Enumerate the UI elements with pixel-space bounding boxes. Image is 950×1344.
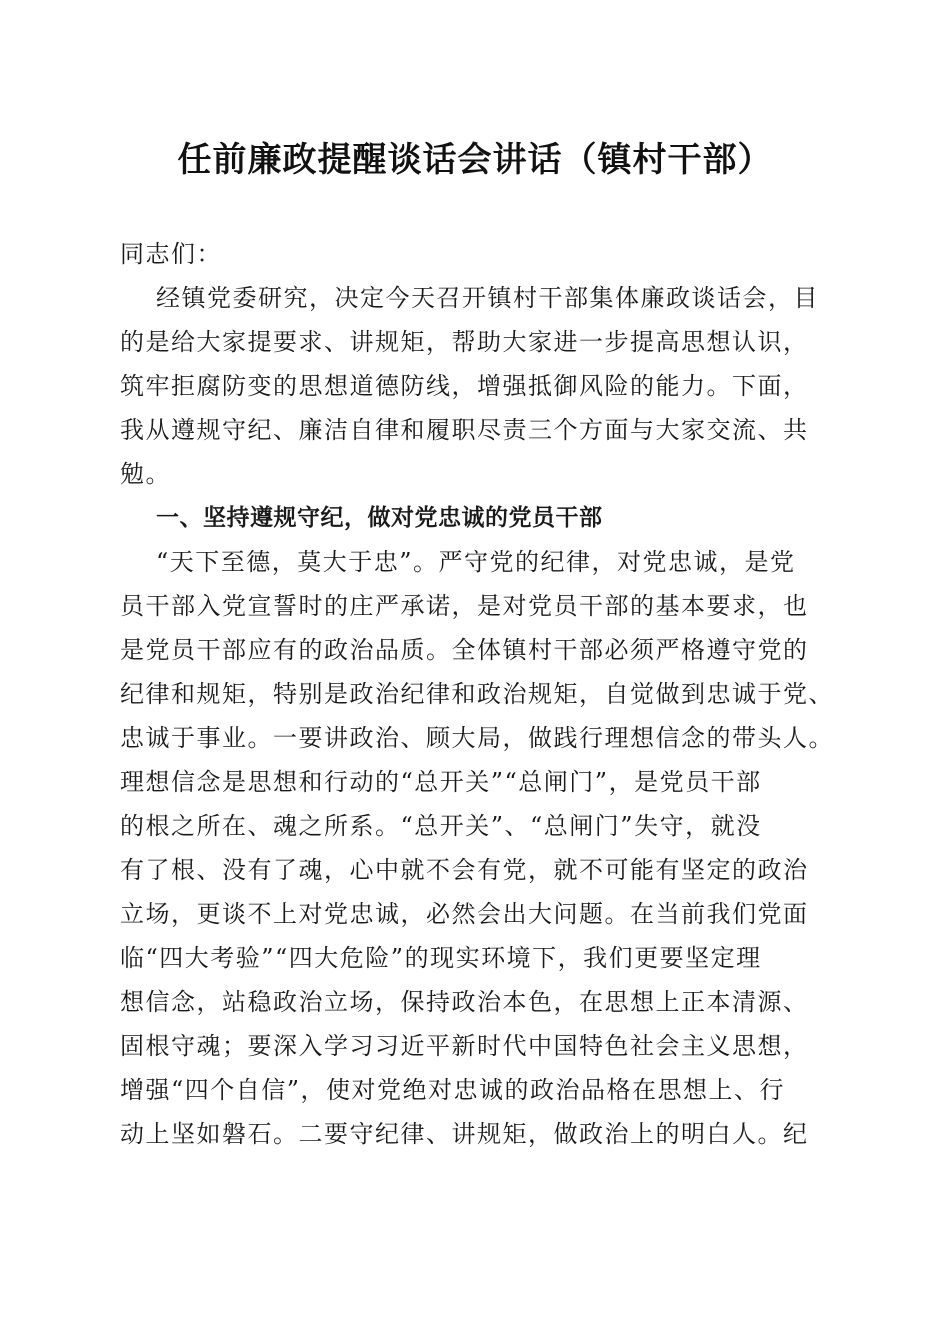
salutation: 同志们： bbox=[120, 240, 222, 268]
paragraph-line: “天下至德，莫大于忠”。严守党的纪律，对党忠诚，是党 bbox=[156, 548, 796, 576]
paragraph-line: 立场，更谈不上对党忠诚，必然会出大问题。在当前我们党面 bbox=[120, 900, 809, 928]
paragraph-line: 有了根、没有了魂，心中就不会有党，就不可能有坚定的政治 bbox=[120, 856, 809, 884]
paragraph-line: 想信念，站稳政治立场，保持政治本色，在思想上正本清源、 bbox=[120, 988, 809, 1016]
paragraph-line: 的是给大家提要求、讲规矩，帮助大家进一步提高思想认识， bbox=[120, 328, 809, 356]
paragraph-line: 我从遵规守纪、廉洁自律和履职尽责三个方面与大家交流、共 bbox=[120, 416, 809, 444]
paragraph-line: 经镇党委研究，决定今天召开镇村干部集体廉政谈话会，目 bbox=[156, 284, 819, 312]
paragraph-line: 员干部入党宣誓时的庄严承诺，是对党员干部的基本要求，也 bbox=[120, 592, 809, 620]
paragraph-line: 的根之所在、魂之所系。“总开关”、“总闸门”失守，就没 bbox=[120, 812, 762, 840]
paragraph-line: 临“四大考验”“四大危险”的现实环境下，我们更要坚定理 bbox=[120, 944, 762, 972]
document-title: 任前廉政提醒谈话会讲话（镇村干部） bbox=[177, 140, 773, 180]
document-body bbox=[120, 232, 834, 1156]
paragraph-line: 是党员干部应有的政治品质。全体镇村干部必须严格遵守党的 bbox=[120, 636, 809, 664]
paragraph-line: 纪律和规矩，特别是政治纪律和政治规矩，自觉做到忠诚于党、 bbox=[120, 680, 834, 708]
paragraph-line: 固根守魂；要深入学习习近平新时代中国特色社会主义思想， bbox=[120, 1032, 809, 1060]
section-heading: 一、坚持遵规守纪，做对党忠诚的党员干部 bbox=[156, 505, 603, 531]
paragraph-line: 勉。 bbox=[120, 460, 171, 488]
paragraph-line: 理想信念是思想和行动的“总开关”“总闸门”，是党员干部 bbox=[120, 768, 762, 796]
paragraph-line: 筑牢拒腐防变的思想道德防线，增强抵御风险的能力。下面， bbox=[120, 372, 809, 400]
paragraph-line: 增强“四个自信”，使对党绝对忠诚的政治品格在思想上、行 bbox=[120, 1076, 786, 1104]
paragraph-line: 动上坚如磐石。二要守纪律、讲规矩，做政治上的明白人。纪 bbox=[120, 1120, 809, 1148]
paragraph-line: 忠诚于事业。一要讲政治、顾大局，做践行理想信念的带头人。 bbox=[120, 724, 834, 752]
